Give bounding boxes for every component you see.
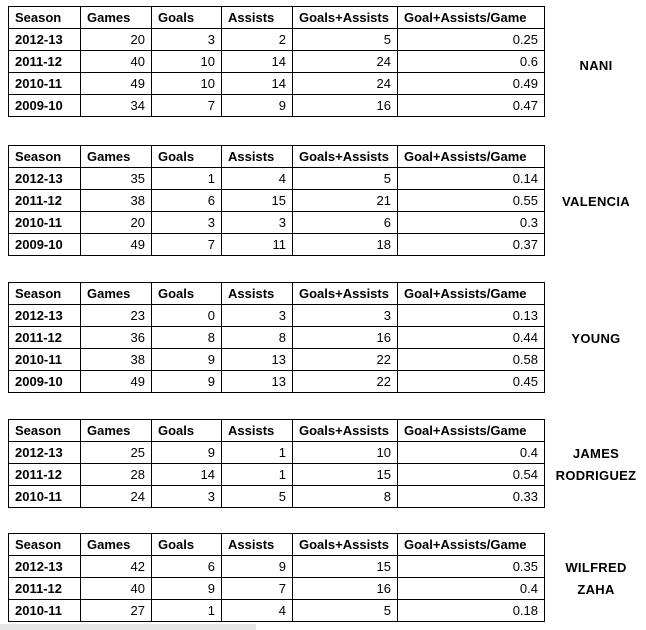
table-row [9, 29, 545, 51]
column-header[interactable]: Games [81, 7, 152, 29]
table-row [9, 73, 545, 95]
table-row [9, 168, 545, 190]
stat-cell[interactable]: 6 [293, 212, 398, 234]
stat-cell[interactable]: 5 [293, 29, 398, 51]
stat-cell[interactable]: 0.18 [398, 600, 545, 622]
column-header[interactable]: Season [9, 283, 81, 305]
stat-cell[interactable]: 1 [222, 442, 293, 464]
season-cell[interactable]: 2012-13 [9, 29, 81, 51]
stat-cell[interactable]: 5 [293, 600, 398, 622]
table-row [9, 600, 545, 622]
season-cell[interactable]: 2012-13 [9, 305, 81, 327]
stat-cell[interactable]: 21 [293, 190, 398, 212]
stat-cell[interactable]: 0.4 [398, 578, 545, 600]
season-cell[interactable]: 2011-12 [9, 327, 81, 349]
stat-cell[interactable]: 40 [81, 51, 152, 73]
stat-cell[interactable]: 20 [81, 29, 152, 51]
table-row [9, 190, 545, 212]
player-name: NANI [579, 58, 613, 73]
stats-table [8, 533, 545, 622]
stat-cell[interactable]: 2 [222, 29, 293, 51]
stat-cell[interactable]: 34 [81, 95, 152, 117]
header-row [9, 534, 545, 556]
stat-cell[interactable]: 0.55 [398, 190, 545, 212]
stat-cell[interactable]: 15 [293, 464, 398, 486]
stat-cell[interactable]: 0.14 [398, 168, 545, 190]
table-row [9, 349, 545, 371]
season-cell[interactable]: 2011-12 [9, 51, 81, 73]
stat-cell[interactable]: 8 [222, 327, 293, 349]
stat-cell[interactable]: 3 [222, 212, 293, 234]
table-row [9, 212, 545, 234]
stat-cell[interactable]: 13 [222, 371, 293, 393]
column-header[interactable]: Goal+Assists/Game [398, 283, 545, 305]
table-row [9, 51, 545, 73]
stat-cell[interactable]: 1 [152, 168, 222, 190]
stat-cell[interactable]: 9 [152, 578, 222, 600]
column-header[interactable]: Goals+Assists [293, 420, 398, 442]
table-row [9, 305, 545, 327]
column-header[interactable]: Assists [222, 146, 293, 168]
column-header[interactable]: Goals+Assists [293, 534, 398, 556]
player-name: VALENCIA [562, 194, 630, 209]
stat-cell[interactable]: 4 [222, 600, 293, 622]
stat-cell[interactable]: 49 [81, 371, 152, 393]
stat-cell[interactable]: 7 [152, 95, 222, 117]
column-header[interactable]: Goal+Assists/Game [398, 534, 545, 556]
column-header[interactable]: Season [9, 7, 81, 29]
stat-cell[interactable]: 35 [81, 168, 152, 190]
stat-cell[interactable]: 0 [152, 305, 222, 327]
stat-cell[interactable]: 16 [293, 578, 398, 600]
header-row [9, 146, 545, 168]
season-cell[interactable]: 2011-12 [9, 578, 81, 600]
stat-cell[interactable]: 0.35 [398, 556, 545, 578]
stat-cell[interactable]: 10 [152, 51, 222, 73]
season-cell[interactable]: 2010-11 [9, 600, 81, 622]
header-row [9, 283, 545, 305]
table-row [9, 327, 545, 349]
season-cell[interactable]: 2010-11 [9, 73, 81, 95]
stat-cell[interactable]: 0.45 [398, 371, 545, 393]
stats-table [8, 6, 545, 117]
stat-cell[interactable]: 0.47 [398, 95, 545, 117]
stat-cell[interactable]: 7 [152, 234, 222, 256]
header-row [9, 420, 545, 442]
stat-cell[interactable]: 1 [152, 600, 222, 622]
column-header[interactable]: Goals+Assists [293, 7, 398, 29]
player-name: RODRIGUEZ [555, 468, 637, 483]
stat-cell[interactable]: 3 [152, 29, 222, 51]
stat-cell[interactable]: 14 [152, 464, 222, 486]
table-row [9, 234, 545, 256]
stat-cell[interactable]: 24 [293, 73, 398, 95]
stat-cell[interactable]: 23 [81, 305, 152, 327]
table-row [9, 556, 545, 578]
stat-cell[interactable]: 20 [81, 212, 152, 234]
stat-cell[interactable]: 0.49 [398, 73, 545, 95]
stat-cell[interactable]: 8 [293, 486, 398, 508]
stat-cell[interactable]: 7 [222, 578, 293, 600]
stat-cell[interactable]: 1 [222, 464, 293, 486]
stat-cell[interactable]: 13 [222, 349, 293, 371]
stat-cell[interactable]: 6 [152, 190, 222, 212]
stat-cell[interactable]: 0.37 [398, 234, 545, 256]
stat-cell[interactable]: 18 [293, 234, 398, 256]
stat-cell[interactable]: 15 [293, 556, 398, 578]
column-header[interactable]: Games [81, 420, 152, 442]
stat-cell[interactable]: 6 [152, 556, 222, 578]
stat-cell[interactable]: 4 [222, 168, 293, 190]
stat-cell[interactable]: 9 [222, 556, 293, 578]
column-header[interactable]: Goal+Assists/Game [398, 420, 545, 442]
season-cell[interactable]: 2011-12 [9, 464, 81, 486]
stat-cell[interactable]: 0.33 [398, 486, 545, 508]
season-cell[interactable]: 2010-11 [9, 349, 81, 371]
stat-cell[interactable]: 27 [81, 600, 152, 622]
season-cell[interactable]: 2009-10 [9, 95, 81, 117]
horizontal-scrollbar[interactable] [0, 624, 256, 630]
stat-cell[interactable]: 9 [152, 349, 222, 371]
stat-cell[interactable]: 40 [81, 578, 152, 600]
stat-cell[interactable]: 3 [152, 486, 222, 508]
stat-cell[interactable]: 22 [293, 371, 398, 393]
stat-cell[interactable]: 8 [152, 327, 222, 349]
table-row [9, 464, 545, 486]
stat-cell[interactable]: 9 [152, 442, 222, 464]
stat-cell[interactable]: 5 [222, 486, 293, 508]
stat-cell[interactable]: 3 [222, 305, 293, 327]
stat-cell[interactable]: 22 [293, 349, 398, 371]
stat-cell[interactable]: 0.3 [398, 212, 545, 234]
stat-cell[interactable]: 38 [81, 190, 152, 212]
stat-cell[interactable]: 0.54 [398, 464, 545, 486]
column-header[interactable]: Season [9, 534, 81, 556]
season-cell[interactable]: 2009-10 [9, 371, 81, 393]
stat-cell[interactable]: 42 [81, 556, 152, 578]
stat-cell[interactable]: 14 [222, 73, 293, 95]
player-name: ZAHA [577, 582, 615, 597]
stat-cell[interactable]: 3 [152, 212, 222, 234]
stat-cell[interactable]: 16 [293, 327, 398, 349]
column-header[interactable]: Season [9, 146, 81, 168]
column-header[interactable]: Assists [222, 283, 293, 305]
season-cell[interactable]: 2011-12 [9, 190, 81, 212]
stat-cell[interactable]: 0.13 [398, 305, 545, 327]
column-header[interactable]: Assists [222, 420, 293, 442]
stat-cell[interactable]: 36 [81, 327, 152, 349]
stat-cell[interactable]: 25 [81, 442, 152, 464]
column-header[interactable]: Goals+Assists [293, 283, 398, 305]
stat-cell[interactable]: 3 [293, 305, 398, 327]
stats-table [8, 282, 545, 393]
season-cell[interactable]: 2009-10 [9, 234, 81, 256]
column-header[interactable]: Goals+Assists [293, 146, 398, 168]
stat-cell[interactable]: 5 [293, 168, 398, 190]
season-cell[interactable]: 2010-11 [9, 212, 81, 234]
column-header[interactable]: Games [81, 283, 152, 305]
player-name: YOUNG [571, 331, 621, 346]
column-header[interactable]: Goals [152, 534, 222, 556]
player-name: WILFRED [565, 560, 627, 575]
column-header[interactable]: Games [81, 534, 152, 556]
column-header[interactable]: Goals [152, 420, 222, 442]
stat-cell[interactable]: 15 [222, 190, 293, 212]
stat-cell[interactable]: 10 [152, 73, 222, 95]
table-row [9, 442, 545, 464]
stats-table [8, 419, 545, 508]
stat-cell[interactable]: 16 [293, 95, 398, 117]
table-row [9, 95, 545, 117]
column-header[interactable]: Goals [152, 146, 222, 168]
stat-cell[interactable]: 49 [81, 73, 152, 95]
header-row [9, 7, 545, 29]
column-header[interactable]: Assists [222, 534, 293, 556]
stat-cell[interactable]: 0.58 [398, 349, 545, 371]
column-header[interactable]: Games [81, 146, 152, 168]
stat-cell[interactable]: 24 [293, 51, 398, 73]
stat-cell[interactable]: 0.4 [398, 442, 545, 464]
table-row [9, 371, 545, 393]
season-cell[interactable]: 2012-13 [9, 442, 81, 464]
stat-cell[interactable]: 28 [81, 464, 152, 486]
stat-cell[interactable]: 49 [81, 234, 152, 256]
stat-cell[interactable]: 24 [81, 486, 152, 508]
stats-table [8, 145, 545, 256]
stat-cell[interactable]: 9 [152, 371, 222, 393]
season-cell[interactable]: 2010-11 [9, 486, 81, 508]
column-header[interactable]: Goal+Assists/Game [398, 146, 545, 168]
column-header[interactable]: Assists [222, 7, 293, 29]
stat-cell[interactable]: 9 [222, 95, 293, 117]
season-cell[interactable]: 2012-13 [9, 556, 81, 578]
stat-cell[interactable]: 0.6 [398, 51, 545, 73]
stat-cell[interactable]: 0.44 [398, 327, 545, 349]
stat-cell[interactable]: 0.25 [398, 29, 545, 51]
stat-cell[interactable]: 10 [293, 442, 398, 464]
column-header[interactable]: Goals [152, 7, 222, 29]
stat-cell[interactable]: 38 [81, 349, 152, 371]
season-cell[interactable]: 2012-13 [9, 168, 81, 190]
stat-cell[interactable]: 14 [222, 51, 293, 73]
player-name: JAMES [572, 446, 620, 461]
column-header[interactable]: Season [9, 420, 81, 442]
table-row [9, 486, 545, 508]
table-row [9, 578, 545, 600]
column-header[interactable]: Goal+Assists/Game [398, 7, 545, 29]
stat-cell[interactable]: 11 [222, 234, 293, 256]
column-header[interactable]: Goals [152, 283, 222, 305]
